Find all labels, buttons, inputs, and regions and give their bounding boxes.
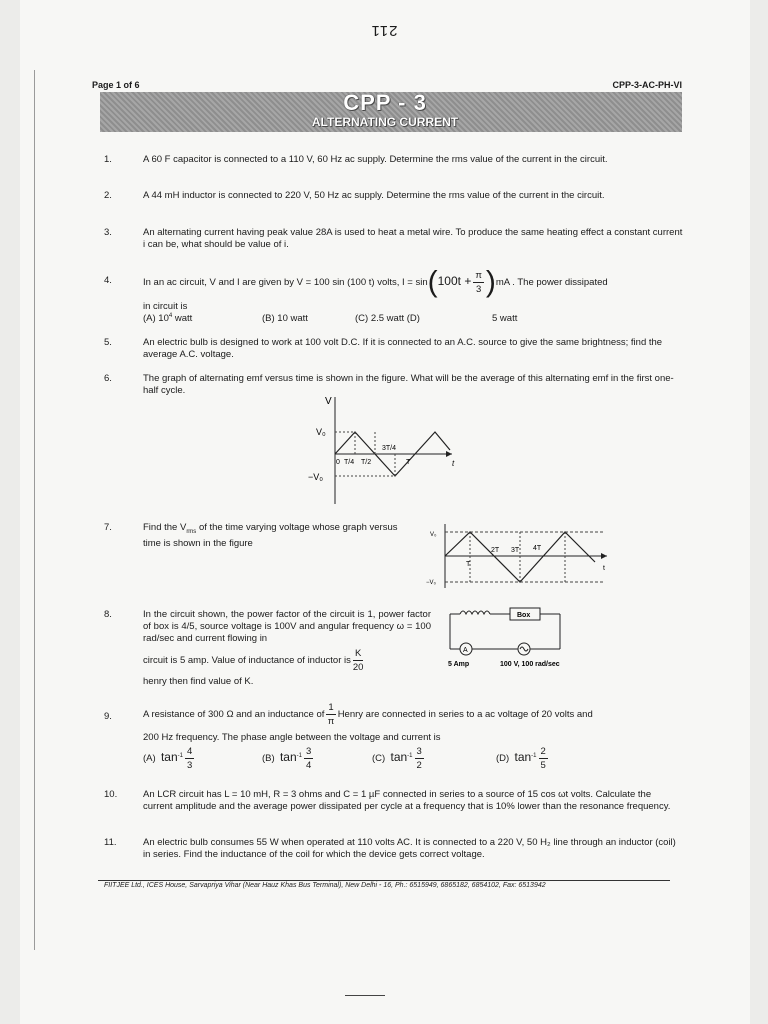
q4-text-a: In an ac circuit, V and I are given by V = 100 sin (100 t) volts, I = sin: [143, 277, 428, 288]
tick-4t: 4T: [533, 545, 542, 552]
neg-v0-label: −V₀: [426, 580, 436, 586]
k-over-20-fraction: $\frac{K}{20}$: [352, 648, 364, 673]
question-text: In the circuit shown, the power factor of the circuit is 1, power factor of box is 4/5, source voltage is 100V and angular frequency ω = 100 rad/sec and current flowing in: [143, 609, 431, 644]
question-text: A resistance of 300 Ω and an inductance of $\frac{1}{\pi}$ Henry are connected in series to a ac voltage of 20 volts and: [143, 701, 593, 727]
tick-t2: T/2: [361, 459, 372, 466]
vrms-triangle-graph: [425, 522, 615, 590]
page-number-top: 211: [370, 22, 398, 39]
question-number: 11.: [104, 837, 117, 848]
question-text: A 60 F capacitor is connected to a 110 V, 60 Hz ac supply. Determine the rms value of the current in the circuit.: [143, 154, 608, 165]
tick-t4: T/4: [344, 459, 355, 466]
question-text-cont: circuit is 5 amp. Value of inductance of inductor is $\frac{K}{20}$: [143, 648, 364, 673]
box-label: Box: [517, 612, 531, 619]
v0-label: V₀: [316, 427, 326, 437]
pi-over-3-fraction: $\frac{\pi}{3}$: [475, 269, 482, 295]
emf-triangle-graph: [300, 392, 470, 510]
question-text-end: henry then find value of K.: [143, 676, 254, 687]
inductor-icon: [460, 611, 490, 614]
circuit-diagram: [440, 604, 620, 670]
neg-v0-label: −V₀: [308, 472, 323, 482]
question-number: 6.: [104, 373, 112, 384]
question-number: 9.: [104, 711, 112, 722]
option-a: (A) $\tan^{-1}$ $\frac{4}{3}$: [143, 746, 193, 771]
ammeter-label: A: [463, 647, 468, 654]
tick-3t4: 3T/4: [382, 445, 397, 452]
question-text: An alternating current having peak value 28A is used to heat a metal wire. To produce the same heating effect a constant current i can be, what should be value of i.: [143, 227, 683, 250]
t-axis-label: t: [452, 459, 455, 468]
question-number: 10.: [104, 789, 118, 800]
scan-mark: [345, 995, 385, 996]
banner-subtitle: ALTERNATING CURRENT: [311, 115, 459, 129]
question-number: 1.: [104, 154, 112, 165]
banner-title: CPP - 3: [343, 90, 427, 115]
q4-text-c: mA . The power dissipated: [495, 277, 608, 288]
q4-text-b: 100t +: [437, 274, 472, 288]
option-d: (D) $\tan^{-1}$ $\frac{2}{5}$: [496, 746, 546, 771]
question-text: Find the $V_{rms}$ of the time varying voltage whose graph versus time is shown in the figure: [143, 522, 398, 549]
v0-label: V₀: [430, 532, 437, 538]
question-text: An electric bulb consumes 55 W when operated at 110 volts AC. It is connected to a 220 V, 50 H₂ line through an inductor (coil) in series. Find the inductance of the coil for which the device gets correct voltage.: [143, 837, 676, 860]
scan-edge-line: [34, 70, 35, 950]
question-text: An LCR circuit has L = 10 mH, R = 3 ohms and C = 1 µF connected in series to a source of 15 cos ωt volts. Calculate the current amplitude and the average power dissipated per cycle at a frequency that is 10% lower than the resonance frequency.: [143, 789, 671, 812]
question-number: 5.: [104, 337, 112, 348]
question-text-cont: 200 Hz frequency. The phase angle between the voltage and current is: [143, 732, 441, 743]
question-number: 3.: [104, 227, 112, 238]
tick-3t: 3T: [511, 547, 520, 554]
tick-2t: 2T: [491, 547, 500, 554]
option-b: (B) 10 watt: [262, 313, 308, 324]
option-a: (A) $10^4$ watt: [143, 313, 193, 325]
question-number: 4.: [104, 275, 112, 286]
question-text: A 44 mH inductor is connected to 220 V, 50 Hz ac supply. Determine the rms value of the current in the circuit.: [143, 190, 605, 201]
question-text: The graph of alternating emf versus time is shown in the figure. What will be the average of this alternating emf in the first one-half cycle.: [143, 373, 674, 396]
current-label: 5 Amp: [448, 661, 470, 668]
title-banner: [100, 92, 682, 132]
origin-label: 0: [336, 459, 340, 466]
tick-t: T: [466, 561, 471, 568]
option-d-value: 5 watt: [492, 313, 518, 324]
tick-t: T: [406, 459, 411, 466]
page-label: Page 1 of 6: [92, 80, 140, 90]
question-number: 7.: [104, 522, 112, 533]
question-number: 8.: [104, 609, 112, 620]
t-axis-label: t: [603, 565, 605, 572]
q4-text-d: in circuit is: [143, 301, 188, 312]
question-text: An electric bulb is designed to work at 100 volt D.C. If it is connected to an A.C. source to give the same brightness; find the average A.C. voltage.: [143, 337, 663, 360]
source-label: 100 V, 100 rad/sec: [500, 661, 560, 668]
option-c-d: (C) 2.5 watt (D): [355, 313, 420, 324]
footer-address: FIITJEE Ltd., ICES House, Sarvapriya Vihar (Near Hauz Khas Bus Terminal), New Delhi - 16, Ph.: 6515949, 6865182, 6854102, Fax: 6513942: [104, 882, 546, 889]
question-text: In an ac circuit, V and I are given by V = 100 sin (100 t) volts, I = sin(100t + $\frac{\pi}{3}$ )mA . The power dissipated: [143, 265, 608, 299]
footer-divider: [98, 880, 670, 881]
option-c: (C) $\tan^{-1}$ $\frac{3}{2}$: [372, 746, 422, 771]
option-b: (B) $\tan^{-1}$ $\frac{3}{4}$: [262, 746, 312, 771]
question-number: 2.: [104, 190, 112, 201]
one-over-pi-fraction: $\frac{1}{\pi}$: [327, 701, 335, 727]
document-code: CPP-3-AC-PH-VI: [612, 80, 682, 90]
y-axis-label: V: [325, 396, 332, 407]
